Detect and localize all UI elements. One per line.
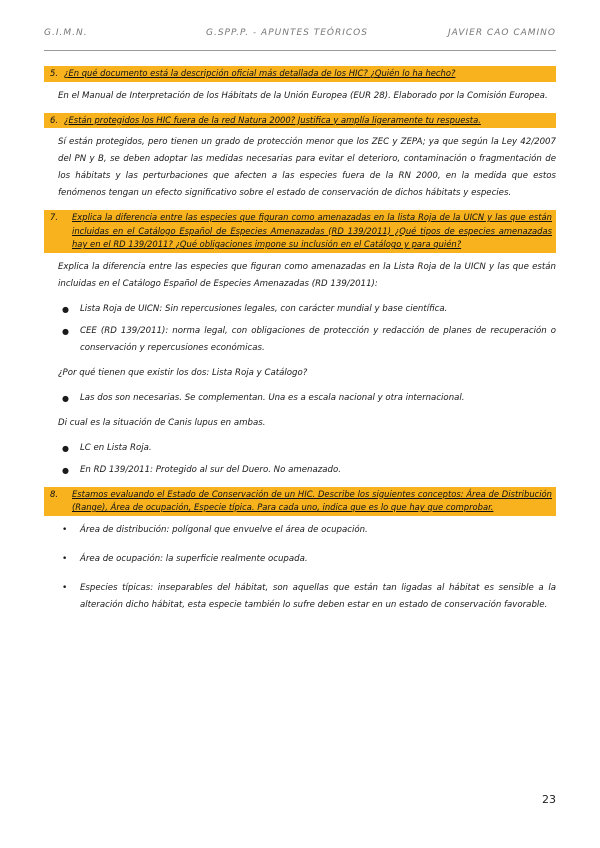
question-text: Explica la diferencia entre las especies que figuran como amenazadas en la lista Roja de la UICN y las que están incluidas en el Catálogo Español de Especies Amenazadas (RD 139/2011) ¿Qué tipos de especies amenazadas hay en el RD 139/2011? ¿Qué obligaciones impone su inclusión en el Catálogo y para quién? [72,212,552,249]
question-text: ¿Están protegidos los HIC fuera de la red Natura 2000? Justifica y amplía ligeramente tu respuesta. [64,114,481,125]
list-item: ● Lista Roja de UICN: Sin repercusiones legales, con carácter mundial y base científica. [58,301,556,318]
question-number: 8. [50,488,58,499]
question-text: ¿En qué documento está la descripción oficial más detallada de los HIC? ¿Quién lo ha hecho? [64,68,456,78]
answer-7-list-why [58,390,556,407]
page-number: 23 [542,793,556,806]
list-item: ● LC en Lista Roja. [58,440,556,457]
question-number: 5. [50,68,58,78]
answer-7-intro: Explica la diferencia entre las especies que figuran como amenazadas en la Lista Roja de la UICN y las que están incluidas en el Catálogo Español de Especies Amenazadas (RD 139/2011): [58,261,556,289]
answer-7-canis: Di cual es la situación de Canis lupus en ambas. [58,417,266,428]
header-author: JAVIER CAO CAMINO [447,28,556,38]
page-header [44,28,556,44]
list-item: ● En RD 139/2011: Protegido al sur del Duero. No amenazado. [58,462,556,479]
list-item: • Área de distribución: polígonal que envuelve el área de ocupación. [58,522,556,539]
header-divider [44,50,556,51]
answer-5: En el Manual de Interpretación de los Hábitats de la Unión Europea (EUR 28). Elaborado por la Comisión Europea. [58,90,548,101]
question-number: 7. [50,212,58,222]
page-content [44,66,556,626]
list-item: ● Las dos son necesarias. Se complementan. Una es a escala nacional y otra internacional. [58,390,556,407]
question-8 [44,487,556,516]
answer-7-list-canis [58,440,556,479]
list-item: • Área de ocupación: la superficie realmente ocupada. [58,551,556,568]
question-5 [44,66,556,82]
header-course: G.I.M.N. [44,28,88,38]
header-subject: G.SPP.P. - APUNTES TEÓRICOS [206,28,368,38]
answer-7-why: ¿Por qué tienen que existir los dos: Lista Roja y Catálogo? [58,367,308,378]
question-6 [44,113,556,129]
list-item: • Especies típicas: inseparables del hábitat, son aquellas que están tan ligadas al hábitat es sensible a la alteración dicho hábitat, esta especie también lo sufre deben estar en un estado de conservación favorable. [58,580,556,614]
answer-8-list [58,522,556,614]
answer-6: Sí están protegidos, pero tienen un grado de protección menor que los ZEC y ZEPA; ya que según la Ley 42/2007 del PN y B, se deben adoptar las medidas necesarias para evitar el deterioro, contaminación o fragmentación de los hábitats y las perturbaciones que afecten a las especies fuera de la RN 2000, en la medida que estos fenómenos tengan un efecto significativo sobre el estado de conservación de dichos hábitats y especies. [58,137,556,198]
question-number: 6. [50,114,58,125]
question-text: Estamos evaluando el Estado de Conservación de un HIC. Describe los siguientes conceptos: Área de Distribución (Range), Área de ocupación, Especie típica. Para cada uno, indica que es lo que hay que comprobar. [72,488,552,512]
answer-7-list-differences [58,301,556,357]
question-7 [44,210,556,253]
list-item: ● CEE (RD 139/2011): norma legal, con obligaciones de protección y redacción de planes de recuperación o conservación y repercusiones económicas. [58,323,556,357]
